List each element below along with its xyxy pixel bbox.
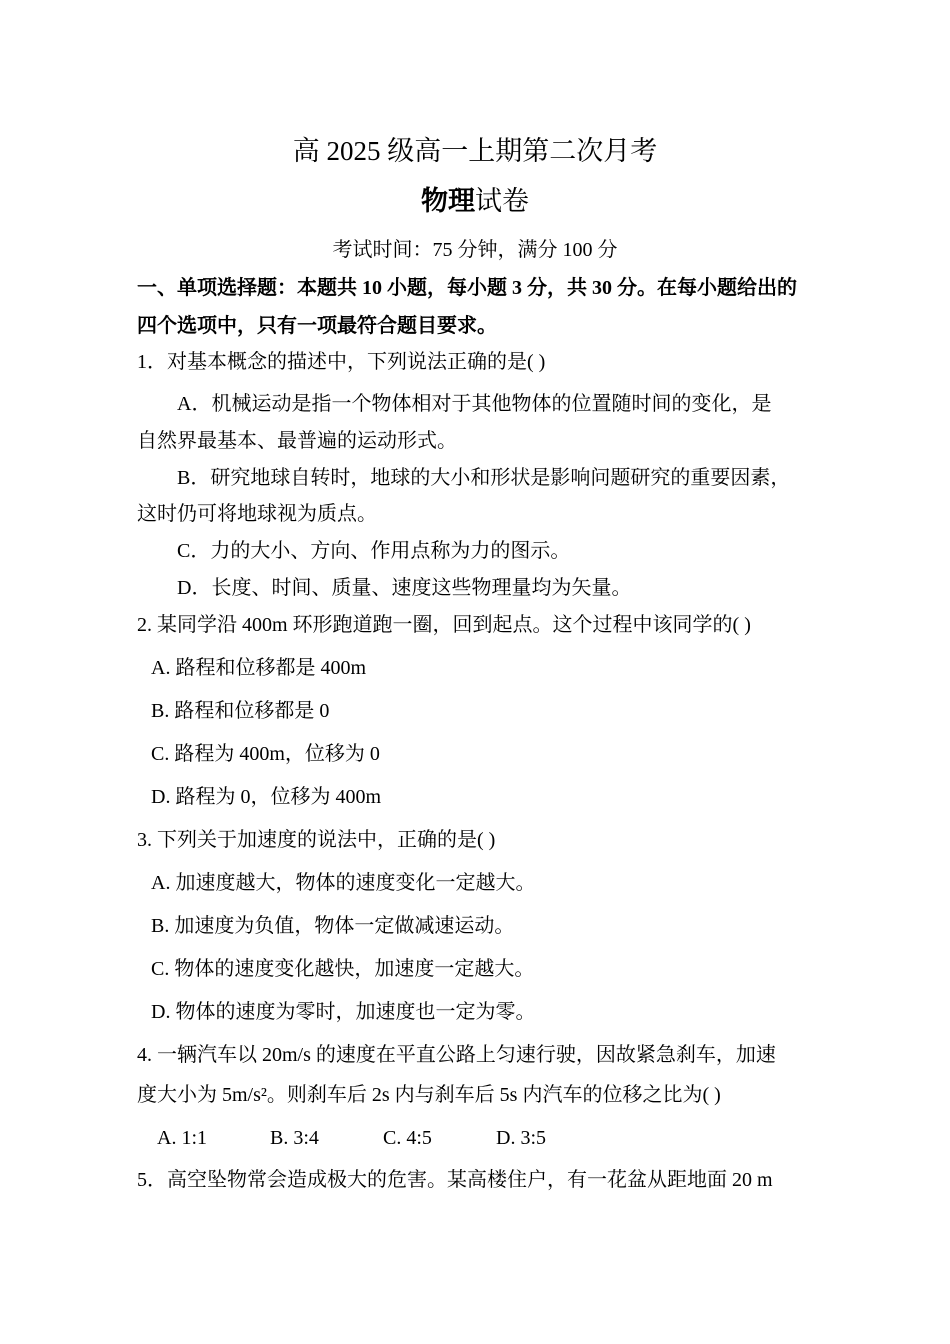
q4-option-b: B. 3:4 (270, 1127, 319, 1149)
section-heading-line2: 四个选项中，只有一项最符合题目要求。 (137, 315, 497, 337)
q3-option-a: A. 加速度越大，物体的速度变化一定越大。 (151, 872, 536, 894)
q3-option-d: D. 物体的速度为零时，加速度也一定为零。 (151, 1001, 536, 1023)
q1-option-a-line2: 自然界最基本、最普遍的运动形式。 (137, 430, 457, 452)
q4-option-c: C. 4:5 (383, 1127, 432, 1149)
q3-option-b: B. 加速度为负值，物体一定做减速运动。 (151, 915, 515, 937)
q2-option-a: A. 路程和位移都是 400m (151, 657, 366, 679)
q2-option-d: D. 路程为 0，位移为 400m (151, 786, 381, 808)
exam-title: 高 2025 级高一上期第二次月考 (292, 136, 658, 166)
q3-option-c: C. 物体的速度变化越快，加速度一定越大。 (151, 958, 535, 980)
section-heading-line1: 一、单项选择题：本题共 10 小题，每小题 3 分，共 30 分。在每小题给出的 (137, 277, 797, 299)
q4-stem-line1: 4. 一辆汽车以 20m/s 的速度在平直公路上匀速行驶，因故紧急刹车，加速 (137, 1044, 776, 1066)
q1-option-d: D．长度、时间、质量、速度这些物理量均为矢量。 (177, 577, 632, 599)
q2-stem: 2. 某同学沿 400m 环形跑道跑一圈，回到起点。这个过程中该同学的( ) (137, 614, 751, 636)
subject-title-bold: 物理 (421, 186, 475, 216)
q1-option-b-line1: B．研究地球自转时，地球的大小和形状是影响问题研究的重要因素， (177, 467, 791, 489)
q3-stem: 3. 下列关于加速度的说法中，正确的是( ) (137, 829, 496, 851)
q5-stem-line1: 5．高空坠物常会造成极大的危害。某高楼住户，有一花盆从距地面 20 m (137, 1169, 773, 1191)
q1-option-c: C．力的大小、方向、作用点称为力的图示。 (177, 540, 571, 562)
subject-title (0, 185, 950, 217)
q2-option-c: C. 路程为 400m，位移为 0 (151, 743, 380, 765)
exam-info: 考试时间：75 分钟，满分 100 分 (332, 239, 618, 261)
q1-option-b-line2: 这时仍可将地球视为质点。 (137, 503, 377, 525)
q2-option-b: B. 路程和位移都是 0 (151, 700, 330, 722)
q1-option-a-line1: A．机械运动是指一个物体相对于其他物体的位置随时间的变化，是 (177, 393, 772, 415)
q4-stem-line2: 度大小为 5m/s²。则刹车后 2s 内与刹车后 5s 内汽车的位移之比为( ) (137, 1084, 721, 1106)
subject-title-rest: 试卷 (475, 186, 529, 216)
q1-stem: 1．对基本概念的描述中，下列说法正确的是( ) (137, 351, 546, 373)
q4-option-d: D. 3:5 (496, 1127, 546, 1149)
q4-option-a: A. 1:1 (157, 1127, 207, 1149)
